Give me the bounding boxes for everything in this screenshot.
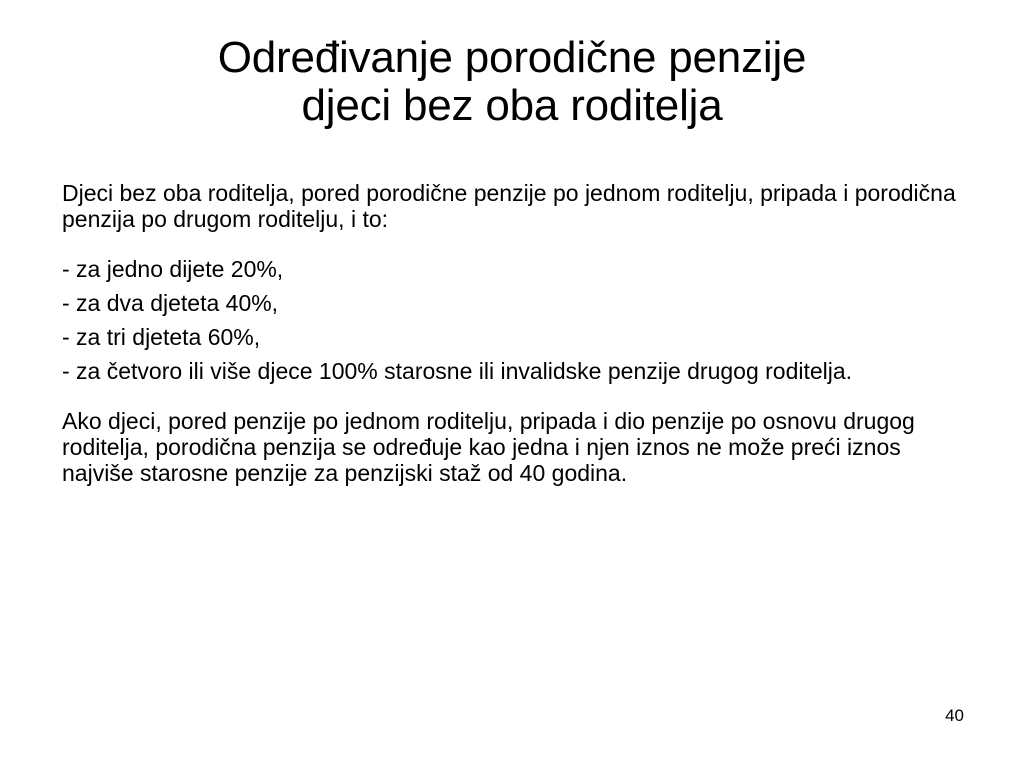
closing-paragraph: Ako djeci, pored penzije po jednom roditelju, pripada i dio penzije po osnovu drugog roditelja, porodična penzija se određuje kao jedna i njen iznos ne može preći iznos najviše starosne penzije za penzijski staž od 40 godina. (62, 408, 915, 486)
slide-body (62, 180, 962, 486)
slide-title-line-2: djeci bez oba roditelja (301, 81, 723, 130)
intro-paragraph: Djeci bez oba roditelja, pored porodične penzije po jednom roditelju, pripada i porodična penzija po drugom roditelju, i to: (62, 180, 956, 232)
slide-title (40, 34, 984, 130)
slide-page-number: 40 (945, 706, 964, 725)
list-item-three-children: - za tri djeteta 60%, (62, 324, 261, 350)
list-item-four-or-more-children: - za četvoro ili više djece 100% starosne ili invalidske penzije drugog roditelja. (62, 358, 853, 384)
list-item-two-children: - za dva djeteta 40%, (62, 290, 279, 316)
slide-title-line-1: Određivanje porodične penzije (217, 33, 807, 82)
list-item-one-child: - za jedno dijete 20%, (62, 256, 284, 282)
